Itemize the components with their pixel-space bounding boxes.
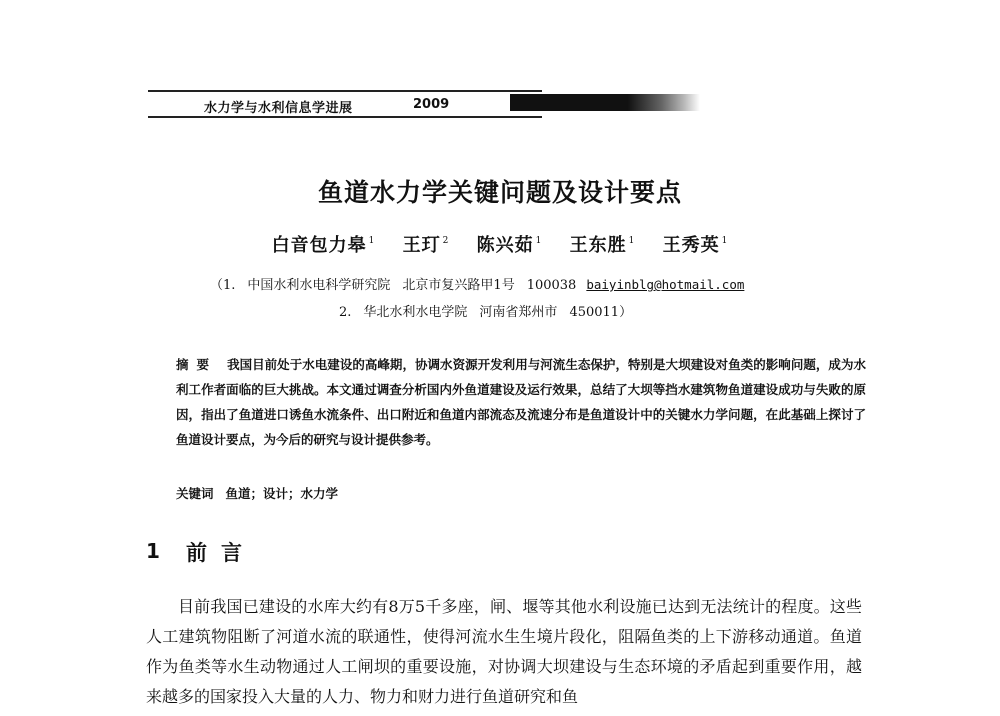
- abstract-text: 我国目前处于水电建设的高峰期，协调水资源开发利用与河流生态保护，特别是大坝建设对鱼类的影响问题，成为水利工作者面临的巨大挑战。本文通过调查分析国内外鱼道建设及运行效果，总结了大坝等挡水建筑物鱼道建设成功与失败的原因，指出了鱼道进口诱鱼水流条件、出口附近和鱼道内部流态及流速分布是鱼道设计中的关键水力学问题，在此基础上探讨了鱼道设计要点，为今后的研究与设计提供参考。: [176, 357, 866, 447]
- author: 白音包力皋 $^1$: [271, 235, 376, 256]
- keywords-label: 关键词: [176, 486, 214, 501]
- abstract: [176, 352, 866, 452]
- header-decorative-bar: [510, 94, 700, 111]
- abstract-label: 摘要: [176, 357, 218, 372]
- author-email-link[interactable]: baiyinblg@hotmail.com: [586, 277, 745, 292]
- author: 王秀英 $^1$: [662, 235, 729, 256]
- header-rule-bottom: [148, 116, 542, 118]
- section-number: 1: [146, 539, 160, 563]
- section-heading: 前言: [186, 541, 256, 565]
- author-list: [0, 231, 1000, 257]
- header-rule-top: [148, 90, 542, 92]
- running-header-year: 2009: [413, 97, 450, 112]
- author: 王玎 $^2$: [402, 235, 450, 256]
- paper-title: 鱼道水力学关键问题及设计要点: [317, 178, 682, 207]
- affiliation-1: （1. 中国水利水电科学研究院 北京市复兴路甲1号 100038 baiyinblg@hotmail.com: [210, 277, 745, 293]
- affiliation-2: 2. 华北水利水电学院 河南省郑州市 450011）: [339, 305, 633, 320]
- body-paragraph: 目前我国已建设的水库大约有8万5千多座，闸、堰等其他水利设施已达到无法统计的程度。这些人工建筑物阻断了河道水流的联通性，使得河流水生生境片段化，阻隔鱼类的上下游移动通道。鱼道作为鱼类等水生动物通过人工闸坝的重要设施，对协调大坝建设与生态环境的矛盾起到重要作用，越来越多的国家投入大量的人力、物力和财力进行鱼道研究和鱼: [146, 597, 862, 706]
- running-header-journal: 水力学与水利信息学进展: [204, 101, 353, 116]
- keywords-text: 鱼道；设计；水力学: [225, 486, 339, 501]
- author: 陈兴茹 $^1$: [476, 235, 543, 256]
- author: 王东胜 $^1$: [569, 235, 636, 256]
- keywords: [176, 484, 338, 502]
